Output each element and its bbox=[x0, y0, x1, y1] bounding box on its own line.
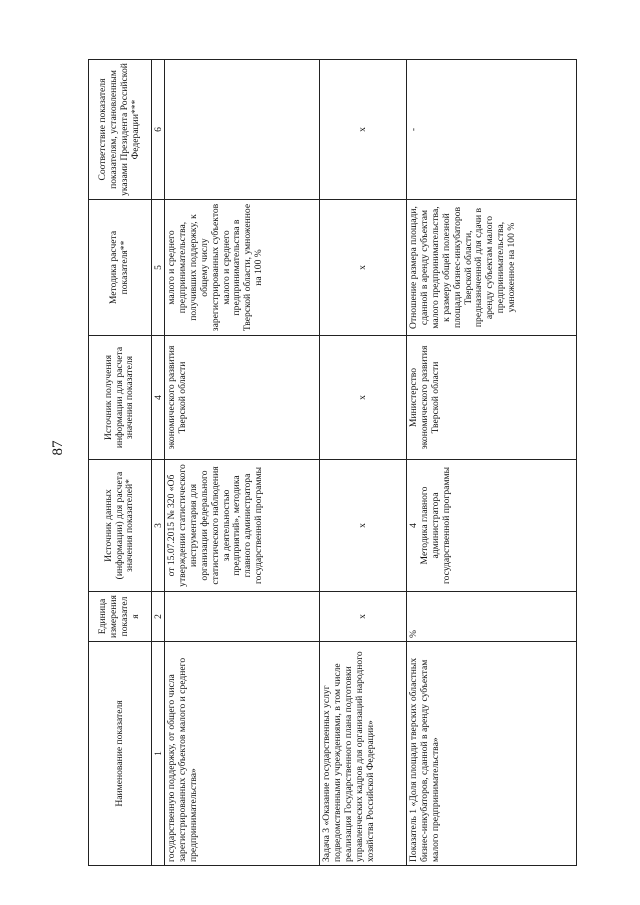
unit-cell: х bbox=[320, 592, 407, 642]
conformity-cell: - bbox=[407, 60, 577, 200]
header-data-source: Источник данных (информации) для расчета значения показателей* bbox=[89, 460, 152, 592]
column-number: 6 bbox=[152, 60, 165, 200]
info-source-cell: экономического развития Тверской области bbox=[165, 336, 320, 460]
info-source-cell: х bbox=[320, 336, 407, 460]
header-unit: Единица измерения показателя bbox=[89, 592, 152, 642]
data-source-number: 4 bbox=[408, 523, 419, 528]
header-info-source: Источник получения информации для расчета значения показателя bbox=[89, 336, 152, 460]
data-source-cell: от 15.07.2015 № 320 «Об утверждении статистического инструментария для организации федерального статистического наблюдения за деятельностью предприятий», методика главного администратора государственной программы bbox=[165, 460, 320, 592]
table-row bbox=[165, 60, 320, 866]
page-number: 87 bbox=[50, 440, 66, 456]
unit-cell: % bbox=[407, 592, 577, 642]
indicator-name-cell: Показатель 1 «Доля площади тверских областных бизнес-инкубаторов, сданной в аренду субъектам малого предпринимательства» bbox=[407, 642, 577, 866]
method-cell: малого и среднего предпринимательства, получивших поддержку, к общему числу зарегистрированных субъектов малого и среднего предпринимательства в Тверской области, умноженное на 100 % bbox=[165, 200, 320, 336]
data-source-cell: х bbox=[320, 460, 407, 592]
task-name-cell: Задача 3 «Оказание государственных услуг подведомственными учреждениями, в том числе реализация Государственного плана подготовки управленческих кадров для организаций народного хозяйства Российской Федерации» bbox=[320, 642, 407, 866]
table-row bbox=[407, 60, 577, 866]
column-number: 5 bbox=[152, 200, 165, 336]
data-source-text: Методика главного администратора государственной программы bbox=[418, 466, 452, 585]
indicator-name-cell: государственную поддержку, от общего числа зарегистрированных субъектов малого и среднего предпринимательства» bbox=[165, 642, 320, 866]
column-number: 4 bbox=[152, 336, 165, 460]
column-number-row bbox=[152, 60, 165, 866]
conformity-cell bbox=[165, 60, 320, 200]
header-method: Методика расчета показателя** bbox=[89, 200, 152, 336]
conformity-cell: х bbox=[320, 60, 407, 200]
method-cell: х bbox=[320, 200, 407, 336]
indicators-table bbox=[88, 59, 577, 866]
column-number: 3 bbox=[152, 460, 165, 592]
column-number: 1 bbox=[152, 642, 165, 866]
data-source-cell bbox=[407, 460, 577, 592]
column-number: 2 bbox=[152, 592, 165, 642]
header-indicator-name: Наименование показателя bbox=[89, 642, 152, 866]
rotated-table-container bbox=[88, 60, 592, 866]
table-header-row bbox=[89, 60, 152, 866]
header-conformity: Соответствие показателя показателям, установленным указами Президента Российской Федерации*** bbox=[89, 60, 152, 200]
unit-cell bbox=[165, 592, 320, 642]
method-cell: Отношение размера площади, сданной в аренду субъектам малого предпринимательства, к размеру общей полезной площади бизнес-инкубаторов Тверской области, предназначенной для сдачи в аренду субъектам малого предпринимательства, умноженное на 100 % bbox=[407, 200, 577, 336]
info-source-cell: Министерство экономического развития Тверской области bbox=[407, 336, 577, 460]
table-row bbox=[320, 60, 407, 866]
